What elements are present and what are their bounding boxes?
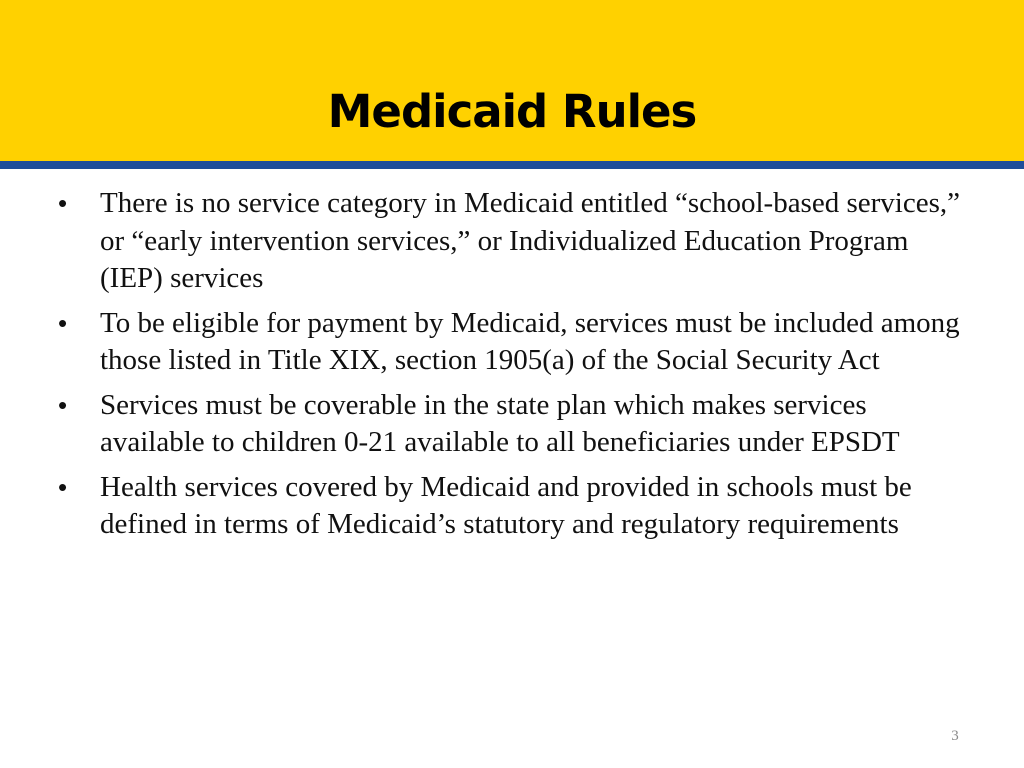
bullet-icon: •: [58, 188, 68, 218]
bullet-text: To be eligible for payment by Medicaid, services must be included among those listed in Title XIX, section 1905(a) of the Social Security Act: [100, 306, 960, 376]
bullet-text: Health services covered by Medicaid and provided in schools must be defined in terms of Medicaid’s statutory and regulatory requirements: [100, 470, 912, 540]
slide-title: Medicaid Rules: [327, 85, 697, 139]
bullet-text: Services must be coverable in the state plan which makes services available to children 0-21 available to all beneficiaries under EPSDT: [100, 388, 900, 458]
bullet-icon: •: [58, 389, 68, 420]
page-number: 3: [951, 728, 959, 744]
bullet-item-1: [56, 185, 976, 298]
bullet-text: There is no service category in Medicaid entitled “school-based services,” or “early intervention services,” or Individualized Education Program (IEP) services: [100, 187, 960, 294]
bullet-item-4: [56, 469, 976, 544]
title-divider: [0, 161, 1024, 169]
bullet-list: [56, 185, 976, 551]
bullet-icon: •: [58, 307, 68, 338]
bullet-item-3: [56, 387, 976, 462]
bullet-icon: •: [58, 471, 68, 502]
bullet-item-2: [56, 305, 976, 380]
